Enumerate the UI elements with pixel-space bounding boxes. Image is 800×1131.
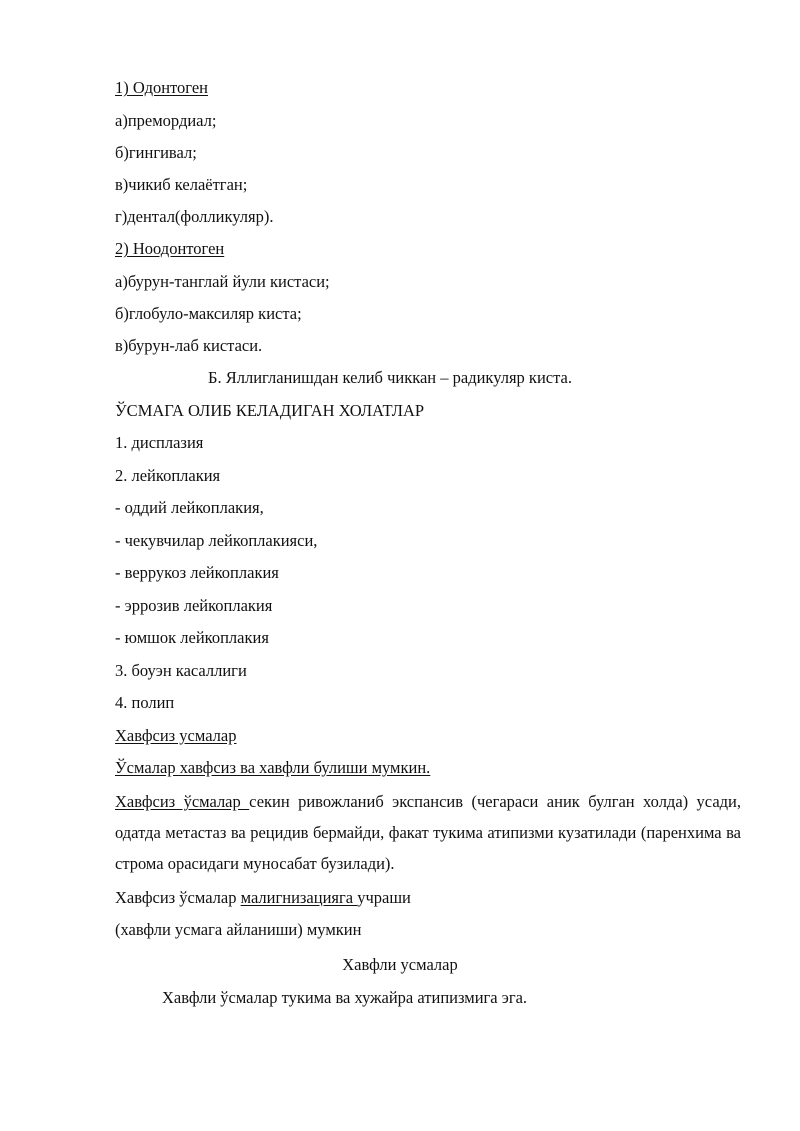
section1-heading: 1) Одонтоген: [115, 78, 208, 97]
precancer-item: 3. боуэн касаллиги: [115, 661, 247, 680]
inflammatory-note: Б. Яллигланишдан келиб чиккан – радикуляр киста.: [208, 368, 572, 387]
benign-line-end: учраши: [357, 888, 411, 907]
benign-malignization-line: [115, 888, 411, 908]
malignant-heading: Хавфли усмалар: [342, 955, 458, 974]
precancer-item: - чекувчилар лейкоплакияси,: [115, 531, 318, 550]
precancer-item: 4. полип: [115, 693, 175, 712]
benign-line-start: Хавфсиз ўсмалар: [115, 888, 241, 907]
benign-subheading: Ўсмалар хавфсиз ва хавфли булиши мумкин.: [115, 758, 431, 777]
malignization-term: малигнизацияга: [240, 888, 358, 907]
benign-malignization-cont: (хавфли усмага айланиши) мумкин: [115, 920, 362, 939]
benign-heading: Хавфсиз усмалар: [115, 726, 237, 745]
section1-item: в)чикиб келаётган;: [115, 175, 248, 194]
section1-item: а)премордиал;: [115, 111, 217, 130]
precancer-item: - веррукоз лейкоплакия: [115, 563, 279, 582]
section2-heading: 2) Ноодонтоген: [115, 239, 225, 258]
benign-paragraph-lead: Хавфсиз ўсмалар: [115, 792, 250, 811]
precancer-item: - оддий лейкоплакия,: [115, 498, 264, 517]
section1-item: г)дентал(фолликуляр).: [115, 207, 274, 226]
malignant-sentence: Хавфли ўсмалар тукима ва хужайра атипизмига эга.: [162, 988, 528, 1007]
precancer-item: - юмшок лейкоплакия: [115, 628, 269, 647]
precancer-title: ЎСМАГА ОЛИБ КЕЛАДИГАН ХОЛАТЛАР: [115, 401, 425, 420]
benign-paragraph: [115, 786, 741, 879]
precancer-item: - эррозив лейкоплакия: [115, 596, 273, 615]
section2-item: а)бурун-танглай йули кистаси;: [115, 272, 330, 291]
precancer-item: 1. дисплазия: [115, 433, 204, 452]
precancer-item: 2. лейкоплакия: [115, 466, 221, 485]
section1-item: б)гингивал;: [115, 143, 197, 162]
section2-item: б)глобуло-максиляр киста;: [115, 304, 302, 323]
section2-item: в)бурун-лаб кистаси.: [115, 336, 263, 355]
benign-paragraph-text: секин ривожланиб экспансив (чегараси аник булган холда) усади, одатда метастаз ва рецидив бермайди, факат тукима атипизми кузатилади (паренхима ва строма орасидаги муносабат бузилади).: [115, 792, 741, 873]
